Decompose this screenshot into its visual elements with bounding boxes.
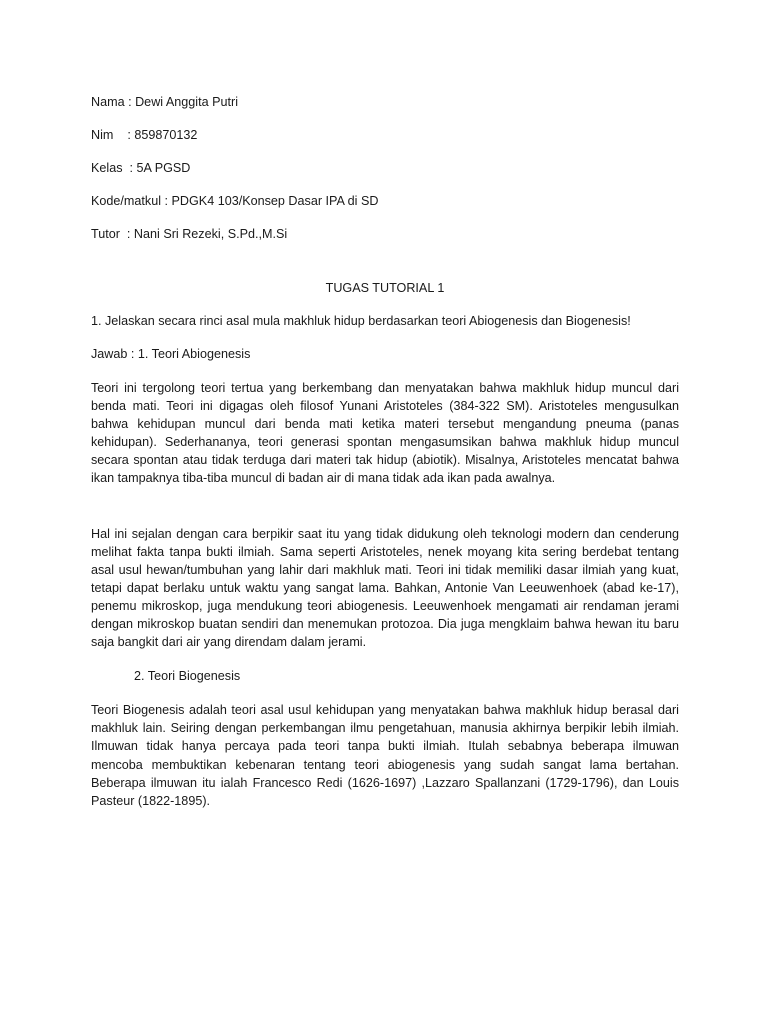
paragraph-line: bahwa kehidupan muncul dari benda mati ketika materi tersebut mengandung pneuma (panas [91,417,679,432]
paragraph-line: Teori ini tergolong teori tertua yang berkembang dan menyatakan bahwa makhluk hidup muncul dari [91,381,679,395]
document-body [91,94,679,810]
paragraph-line: benda mati. Teori ini digagas oleh filosof Yunani Aristoteles (384-322 SM). Aristoteles mengusulkan [91,399,679,414]
paragraph-line: ikan tampaknya tiba-tiba muncul di badan air di mana tidak ada ikan pada awalnya. [91,471,556,486]
paragraph-line: melihat fakta tanpa bukti ilmiah. Sama seperti Aristoteles, nenek moyang kita sering berdebat tentang [91,544,679,559]
tutor-name: Tutor : Nani Sri Rezeki, S.Pd.,M.Si [91,227,288,241]
student-name: Nama : Dewi Anggita Putri [91,95,238,109]
paragraph-line: Pasteur (1822-1895). [91,793,211,808]
question-text: 1. Jelaskan secara rinci asal mula makhluk hidup berdasarkan teori Abiogenesis dan Biogenesis! [91,314,631,328]
paragraph-line: Beberapa ilmuwan itu ialah Francesco Redi (1626-1697) ,Lazzaro Spallanzani (1729-1796), dan Louis [91,775,679,790]
paragraph-abiogenesis [91,379,679,488]
paragraph-line: Hal ini sejalan dengan cara berpikir saat itu yang tidak didukung oleh teknologi modern dan cenderung [91,526,679,541]
paragraph-line: makhluk lain. Seiring dengan perkembangan ilmu pengetahuan, manusia akhirnya berpikir lebih ilmiah. [91,721,679,736]
paragraph-line: Teori Biogenesis adalah teori asal usul kehidupan yang menyatakan bahwa makhluk hidup berasal dari [91,703,679,718]
paragraph-history [91,525,679,652]
document-title: TUGAS TUTORIAL 1 [325,281,445,295]
subheading-biogenesis: 2. Teori Biogenesis [134,669,241,684]
paragraph-line: dengan mikroskop buatan sendiri dan menemukan protozoa. Dia juga mengklaim bahwa hewan itu baru [91,617,679,632]
paragraph-line: kehidupan). Sederhananya, teori generasi spontan mengasumsikan bahwa makhluk hidup muncul [91,435,679,450]
student-nim: Nim : 859870132 [91,128,198,142]
paragraph-line: Ilmuwan tidak hanya percaya pada teori tanpa bukti ilmiah. Itulah sebabnya beberapa ilmuwan [91,739,679,754]
student-class: Kelas : 5A PGSD [91,161,191,175]
paragraph-line: penemu mikroskop, juga mendukung teori abiogenesis. Leeuwenhoek mengamati air rendaman jerami [91,598,679,613]
answer-heading: Jawab : 1. Teori Abiogenesis [91,347,251,361]
paragraph-line: mencoba membuktikan kebenaran tentang teori abiogenesis yang sudah sangat lama bertahan. [91,757,679,772]
paragraph-line: saja bangkit dari air yang direndam dalam jerami. [91,635,367,650]
paragraph-biogenesis [91,701,679,810]
course-code: Kode/matkul : PDGK4 103/Konsep Dasar IPA di SD [91,194,379,208]
paragraph-line: asal usul hewan/tumbuhan yang lahir dari makhluk mati. Teori ini tidak memiliki dasar ilmiah yang kuat, [91,562,679,577]
paragraph-line: secara spontan atau tidak terduga dari materi tak hidup (abiotik). Misalnya, Aristoteles mencatat bahwa [91,453,679,468]
paragraph-line: tetapi dapat berlaku untuk waktu yang sangat lama. Bahkan, Antonie Van Leeuwenhoek (abad ke-17), [91,580,679,595]
